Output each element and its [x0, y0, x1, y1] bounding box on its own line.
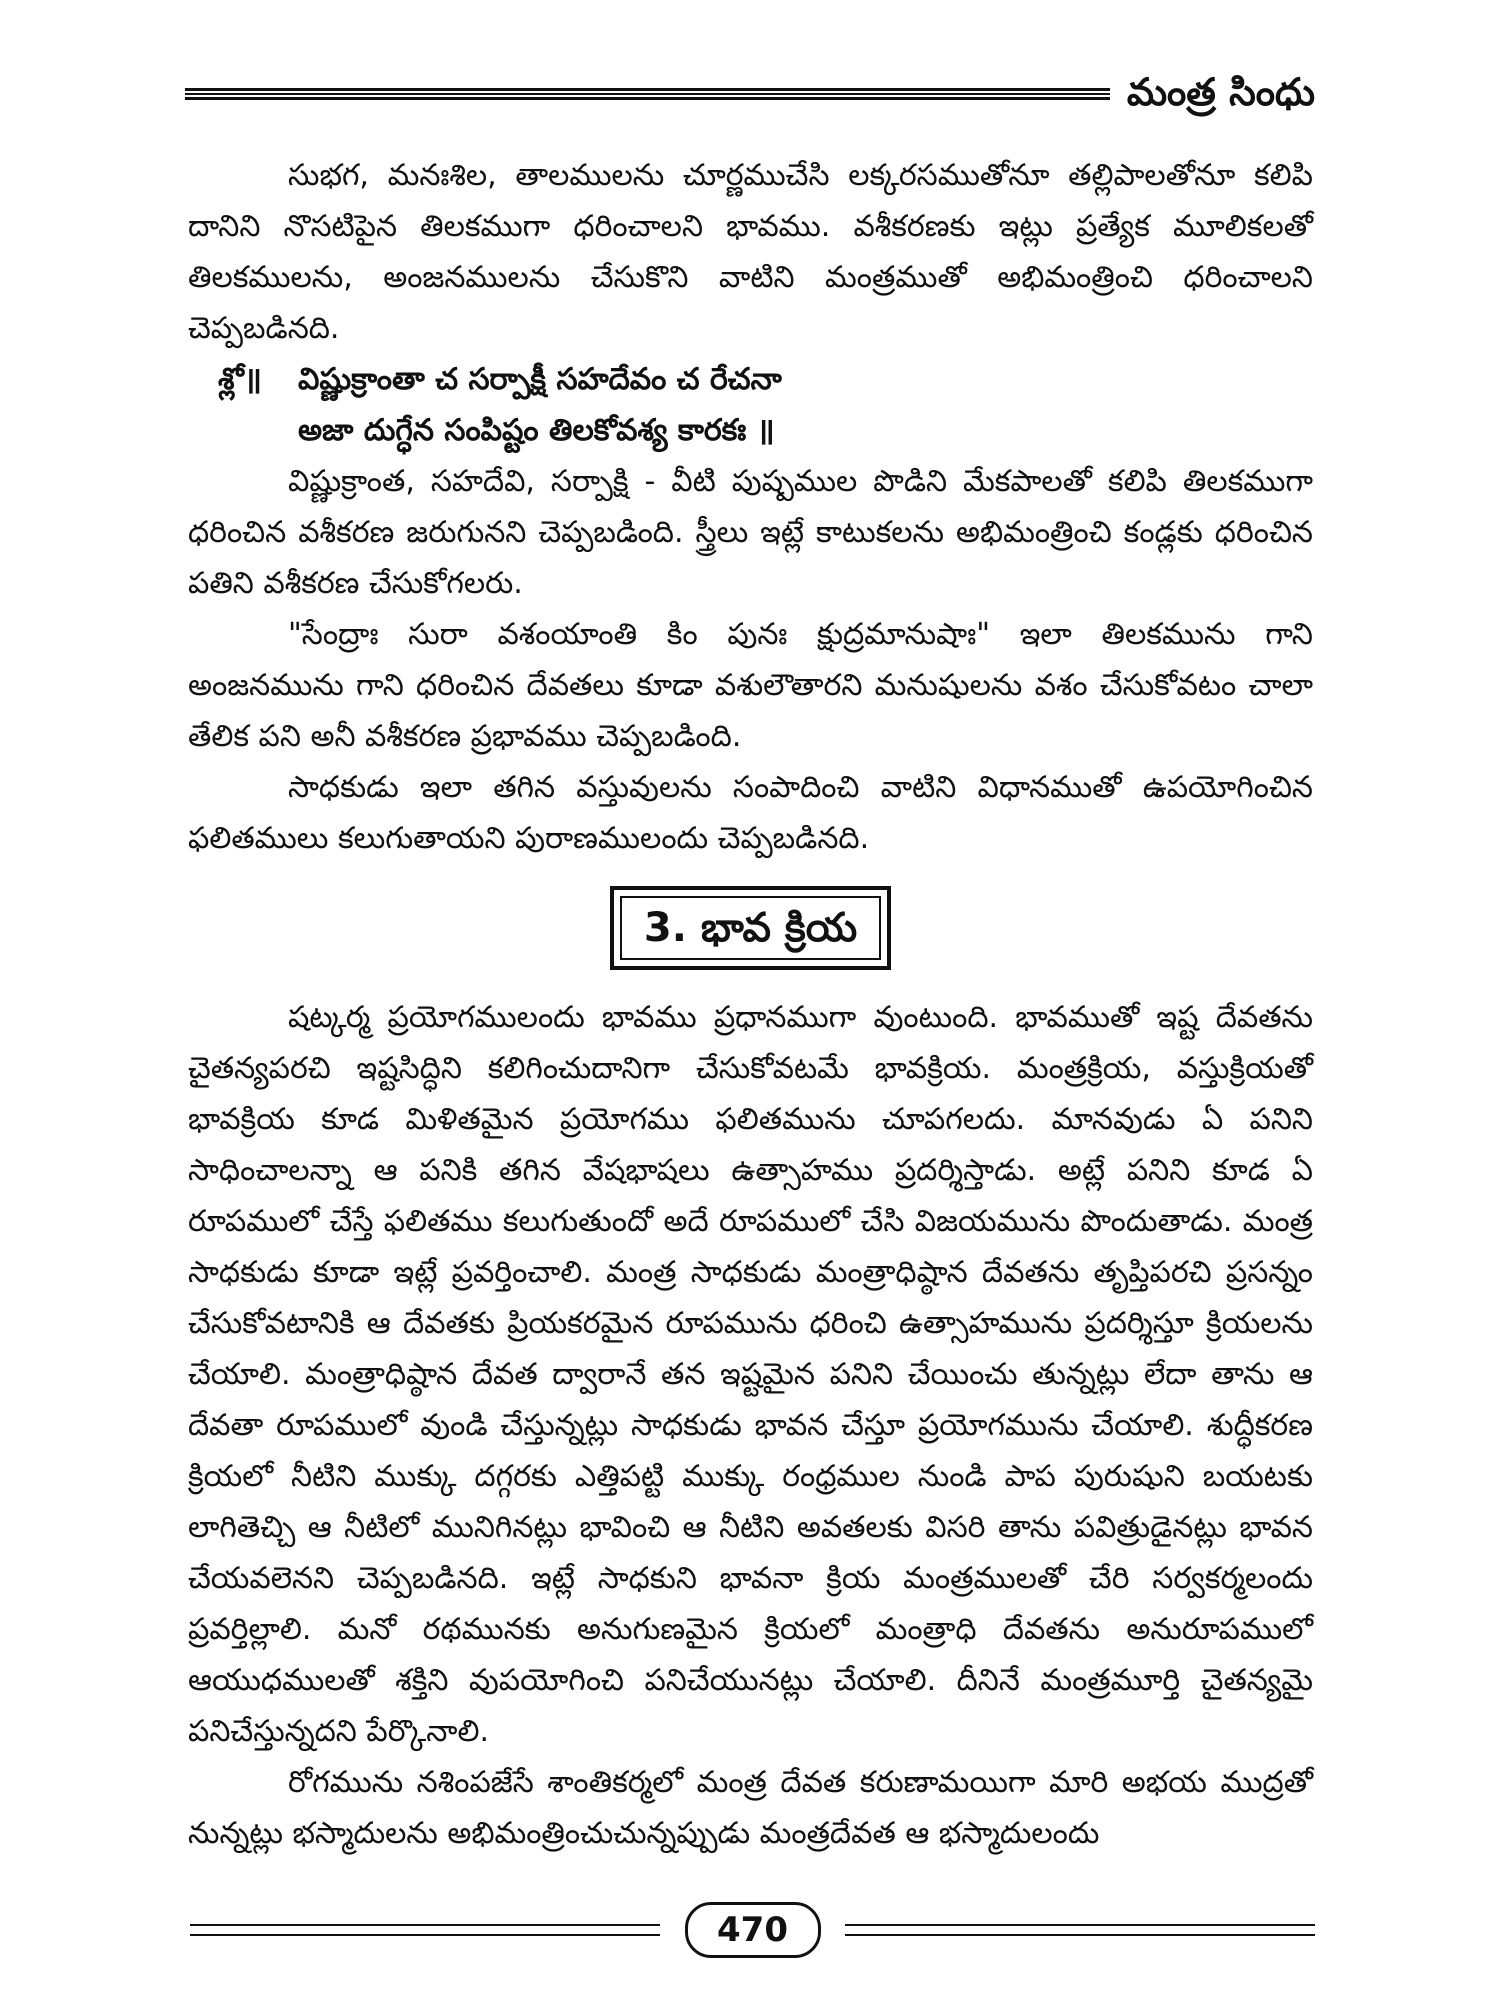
verse-line-2 [218, 405, 1313, 456]
paragraph-5: షట్కర్మ ప్రయోగములందు భావము ప్రధానముగా వుంటుంది. భావముతో ఇష్ట దేవతను చైతన్యపరచి ఇష్టసిద్ధిని కలిగించుదానిగా చేసుకోవటమే భావక్రియ. మంత్రక్రియ, వస్తుక్రియతో భావక్రియ కూడ మిళితమైన ప్రయోగము ఫలితమును చూపగలదు. మానవుడు ఏ పనిని సాధించాలన్నా ఆ పనికి తగిన వేషభాషలు ఉత్సాహము ప్రదర్శిస్తాడు. అట్లే పనిని కూడ ఏ రూపములో చేస్తే ఫలితము కలుగుతుందో అదే రూపములో చేసి విజయమును పొందుతాడు. మంత్ర సాధకుడు కూడా ఇట్లే ప్రవర్తించాలి. మంత్ర సాధకుడు మంత్రాధిష్ఠాన దేవతను తృప్తిపరచి ప్రసన్నం చేసుకోవటానికి ఆ దేవతకు ప్రియకరమైన రూపమును ధరించి ఉత్సాహమును ప్రదర్శిస్తూ క్రియలను చేయాలి. మంత్రాధిష్ఠాన దేవత ద్వారానే తన ఇష్టమైన పనిని చేయించు తున్నట్లు లేదా తాను ఆ దేవతా రూపములో వుండి చేస్తున్నట్లు సాధకుడు భావన చేస్తూ ప్రయోగమును చేయాలి. శుద్ధీకరణ క్రియలో నీటిని ముక్కు దగ్గరకు ఎత్తిపట్టి ముక్కు రంధ్రముల నుండి పాప పురుషుని బయటకు లాగితెచ్చి ఆ నీటిలో మునిగినట్లు భావించి ఆ నీటిని అవతలకు విసరి తాను పవిత్రుడైనట్లు భావన చేయవలెనని చెప్పబడినది. ఇట్లే సాధకుని భావనా క్రియ మంత్రములతో చేరి సర్వకర్మలందు ప్రవర్తిల్లాలి. మనో రథమునకు అనుగుణమైన క్రియలో మంత్రాధి దేవతను అనురూపములో ఆయుధములతో శక్తిని వుపయోగించి పనిచేయునట్లు చేయాలి. దీనినే మంత్రమూర్తి చైతన్యమై పనిచేస్తున్నదని పేర్కొనాలి. [188, 1000, 1313, 1749]
page-header [185, 62, 1315, 122]
footer-rule-right [845, 1924, 1315, 1936]
section-heading-wrap [188, 886, 1313, 970]
paragraph-4: సాధకుడు ఇలా తగిన వస్తువులను సంపాదించి వాటిని విధానముతో ఉపయోగించిన ఫలితములు కలుగుతాయని పురాణములందు చెప్పబడినది. [188, 770, 1313, 856]
header-rule [185, 88, 1110, 100]
verse-line-1 [218, 354, 1313, 405]
paragraph-1: సుభగ, మనఃశిల, తాలములను చూర్ణముచేసి లక్కరసముతోనూ తల్లిపాలతోనూ కలిపి దానిని నొసటిపైన తిలకముగా ధరించాలని భావము. వశీకరణకు ఇట్లు ప్రత్యేక మూలికలతో తిలకములను, అంజనములను చేసుకొని వాటిని మంత్రముతో అభిమంత్రించి ధరించాలని చెప్పబడినది. [188, 158, 1313, 346]
paragraph-6: రోగమును నశింపజేసే శాంతికర్మలో మంత్ర దేవత కరుణామయిగా మారి అభయ ముద్రతో నున్నట్లు భస్మాదులను అభిమంత్రించుచున్నప్పుడు మంత్రదేవత ఆ భస్మాదులందు [188, 1765, 1313, 1851]
verse-line-1-text: విష్ణుక్రాంతా చ సర్పాక్షీ సహదేవం చ రేచనా [298, 362, 782, 397]
page-footer [190, 1902, 1315, 1962]
paragraph-3: "సేంద్రాః సురా వశంయాంతి కిం పునః క్షుద్రమానుషాః" ఇలా తిలకమును గాని అంజనమును గాని ధరించిన దేవతలు కూడా వశులౌతారని మనుషులను వశం చేసుకోవటం చాలా తేలిక పని అనీ వశీకరణ ప్రభావము చెప్పబడింది. [188, 617, 1313, 754]
section-heading-box [610, 886, 891, 970]
footer-rule-left [190, 1924, 660, 1936]
sloka-verse [188, 354, 1313, 456]
sloka-mark: శ్లో॥ [218, 362, 262, 397]
section-heading: 3. భావ క్రియ [620, 896, 881, 960]
paragraph-2: విష్ణుక్రాంత, సహదేవి, సర్పాక్షి - వీటి పుష్పముల పొడిని మేకపాలతో కలిపి తిలకముగా ధరించిన వశీకరణ జరుగునని చెప్పబడింది. స్త్రీలు ఇట్లే కాటుకలను అభిమంత్రించి కండ్లకు ధరించిన పతిని వశీకరణ చేసుకోగలరు. [188, 464, 1313, 601]
page-body [188, 150, 1313, 1859]
book-title: మంత్ర సింధు [1126, 70, 1315, 114]
page-number: 470 [685, 1902, 821, 1958]
verse-line-2-text: అజా దుగ్ధేన సంపిష్టం తిలకోవశ్య కారకః ॥ [298, 413, 775, 448]
